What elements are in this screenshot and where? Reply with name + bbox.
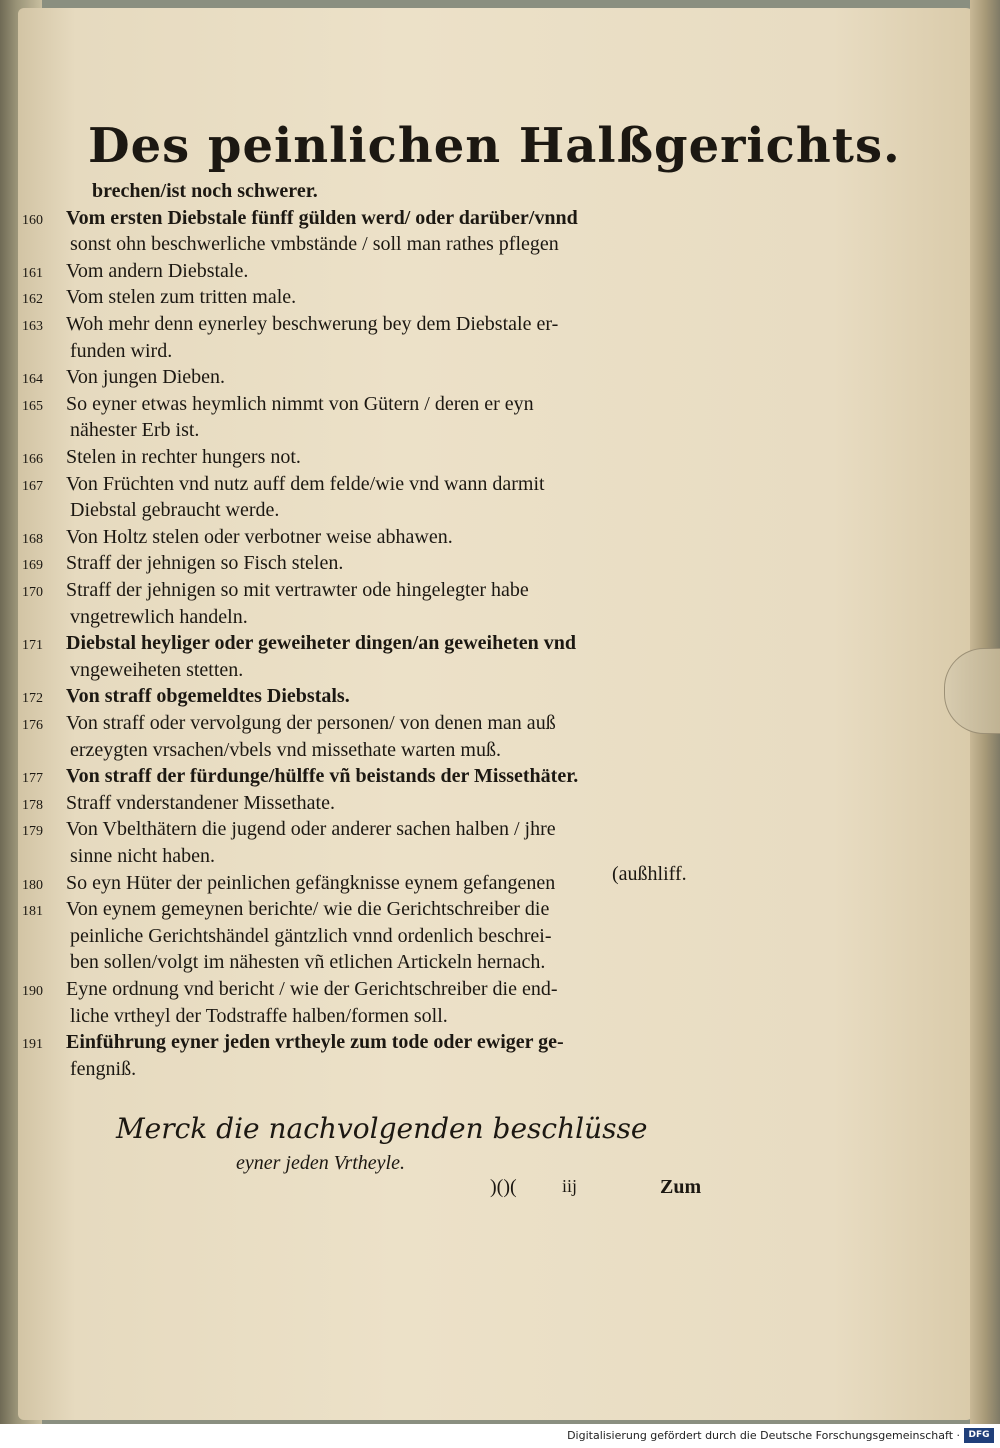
- entry-text: Von straff der fürdunge/hülffe vñ beistands der Missethäter.: [66, 765, 579, 787]
- entry-number: 161: [22, 266, 43, 281]
- entry-text: Von straff oder vervolgung der personen/ von denen man auß: [66, 712, 556, 734]
- entry-text: erzeygten vrsachen/vbels vnd missethate warten muß.: [70, 739, 501, 761]
- signature-number: iij: [562, 1176, 578, 1196]
- entry-text: Von Früchten vnd nutz auff dem felde/wie vnd wann darmit: [66, 473, 545, 495]
- entry-number: 179: [22, 824, 43, 839]
- entry-text: nähester Erb ist.: [70, 419, 200, 441]
- entry-number: 162: [22, 292, 43, 307]
- entry-number: 180: [22, 878, 43, 893]
- entry-text: fengniß.: [70, 1058, 137, 1080]
- entry-text: Von eynem gemeynen berichte/ wie die Gerichtschreiber die: [66, 898, 550, 920]
- entry-text: Einführung eyner jeden vrtheyle zum tode oder ewiger ge-: [66, 1031, 564, 1053]
- entry-text: Vom ersten Diebstale fünff gülden werd/ oder darüber/vnnd: [66, 207, 578, 229]
- footer-bar: [0, 1424, 1000, 1448]
- entry-number: 171: [22, 638, 43, 653]
- entry-number: 191: [22, 1037, 43, 1052]
- entry-text: ben sollen/volgt im nähesten vñ etlichen Artickeln hernach.: [70, 951, 546, 973]
- entry-text: vngetrewlich handeln.: [70, 606, 248, 628]
- entry-number: 170: [22, 585, 43, 600]
- dfg-logo-icon: DFG: [964, 1428, 994, 1443]
- entry-number: 178: [22, 798, 43, 813]
- entry-text: Diebstal gebraucht werde.: [70, 499, 280, 521]
- entry-text: Vom andern Diebstale.: [66, 260, 249, 282]
- entry-number: 164: [22, 372, 43, 387]
- closing-subheading: eyner jeden Vrtheyle.: [236, 1152, 405, 1174]
- entry-text: sinne nicht haben.: [70, 845, 215, 867]
- entry-number: 167: [22, 479, 43, 494]
- entry-text: Von straff obgemeldtes Diebstals.: [66, 685, 350, 707]
- entry-number: 169: [22, 558, 43, 573]
- entry-text: Straff der jehnigen so mit vertrawter ode hingelegter habe: [66, 579, 529, 601]
- entry-text: vngeweiheten stetten.: [70, 659, 244, 681]
- entry-text: Eyne ordnung vnd bericht / wie der Gerichtschreiber die end-: [66, 978, 558, 1000]
- entry-text: Von Holtz stelen oder verbotner weise abhawen.: [66, 526, 453, 548]
- entry-text: Von Vbelthätern die jugend oder anderer sachen halben / jhre: [66, 818, 556, 840]
- entry-number: 181: [22, 904, 43, 919]
- entry-text: Straff vnderstandener Missethate.: [66, 792, 335, 814]
- footer-credit: Digitalisierung gefördert durch die Deutsche Forschungsgemeinschaft ·: [567, 1429, 960, 1442]
- entry-text: Straff der jehnigen so Fisch stelen.: [66, 552, 344, 574]
- page-title: Des peinlichen Halßgerichts.: [88, 118, 901, 174]
- entry-text: Diebstal heyliger oder geweiheter dingen/an geweiheten vnd: [66, 632, 576, 654]
- entry-text: Vom stelen zum tritten male.: [66, 286, 297, 308]
- entry-number: 176: [22, 718, 43, 733]
- closing-heading: Merck die nachvolgenden beschlüsse: [116, 1112, 648, 1145]
- entry-text: funden wird.: [70, 340, 173, 362]
- entry-text: So eyn Hüter der peinlichen gefängknisse eynem gefangenen: [66, 872, 556, 894]
- entry-number: 190: [22, 984, 43, 999]
- entry-number: 163: [22, 319, 43, 334]
- margin-note: (außhliff.: [612, 863, 687, 885]
- entry-text: brechen/ist noch schwerer.: [92, 180, 318, 202]
- entry-number: 160: [22, 213, 43, 228]
- signature-mark: )()(: [490, 1176, 517, 1198]
- entry-text: Stelen in rechter hungers not.: [66, 446, 301, 468]
- entry-number: 177: [22, 771, 43, 786]
- entry-text: peinliche Gerichtshändel gäntzlich vnnd ordenlich beschrei-: [70, 925, 552, 947]
- entry-number: 172: [22, 691, 43, 706]
- catchword: Zum: [660, 1176, 702, 1198]
- entry-number: 166: [22, 452, 43, 467]
- entry-number: 168: [22, 532, 43, 547]
- entry-text: So eyner etwas heymlich nimmt von Gütern / deren er eyn: [66, 393, 534, 415]
- entry-number: 165: [22, 399, 43, 414]
- entry-text: liche vrtheyl der Todstraffe halben/formen soll.: [70, 1005, 448, 1027]
- entry-text: sonst ohn beschwerliche vmbstände / soll man rathes pflegen: [70, 233, 559, 255]
- entry-text: Woh mehr denn eynerley beschwerung bey dem Diebstale er-: [66, 313, 559, 335]
- entry-text: Von jungen Dieben.: [66, 366, 226, 388]
